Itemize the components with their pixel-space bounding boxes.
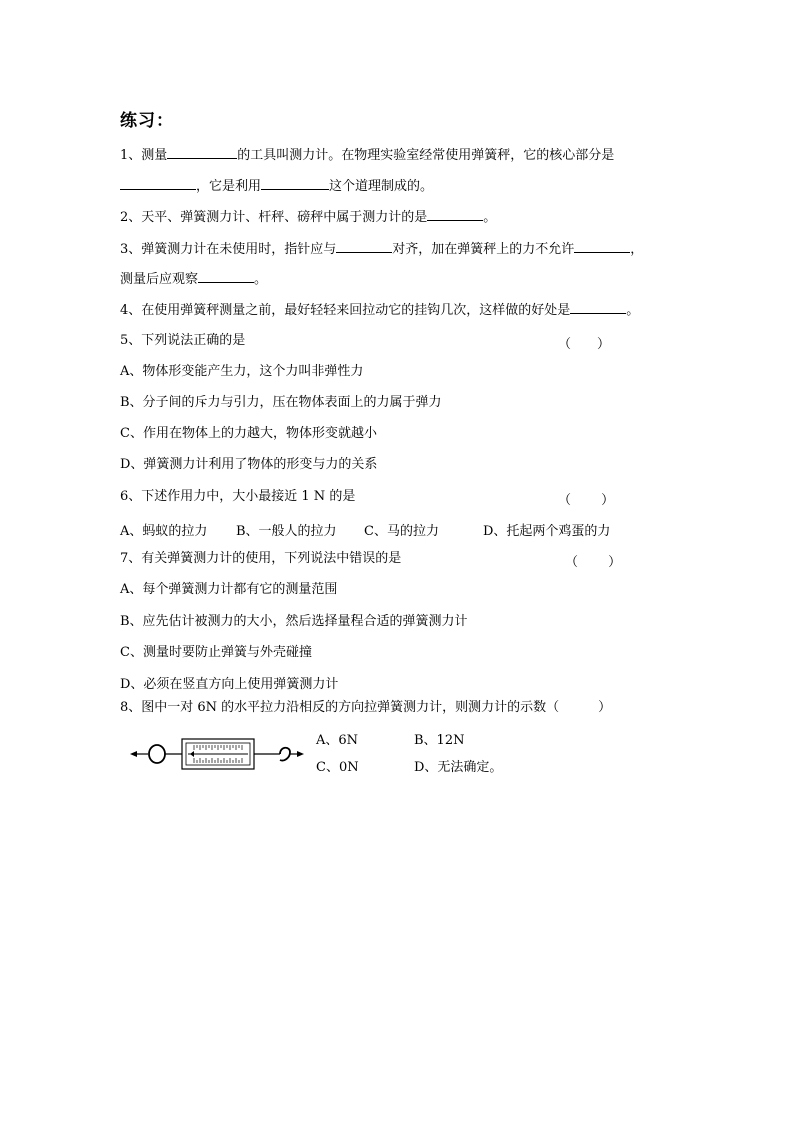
question-7-option-c: C、测量时要防止弹簧与外壳碰撞	[120, 645, 312, 660]
question-5-stem: 5、下列说法正确的是	[120, 333, 246, 348]
question-8-option-c: C、0N	[316, 760, 359, 775]
question-5-option-a: A、物体形变能产生力，这个力叫非弹性力	[120, 364, 364, 379]
question-3-line-2: 测量后应观察 。	[120, 272, 268, 287]
question-2: 2、天平、弹簧测力计、杆秤、磅秤中属于测力计的是 。	[120, 210, 497, 225]
question-5-option-c: C、作用在物体上的力越大，物体形变就越小	[120, 426, 377, 441]
question-1-line-1: 1、测量 的工具叫测力计。在物理实验室经常使用弹簧秤，它的核心部分是	[120, 148, 615, 163]
question-6-stem: 6、下述作用力中，大小最接近 1 N 的是	[120, 489, 356, 504]
answer-parenthesis[interactable]: （ ）	[558, 337, 611, 352]
question-7-option-a: A、每个弹簧测力计都有它的测量范围	[120, 582, 338, 597]
question-5-option-d: D、弹簧测力计利用了物体的形变与力的关系	[120, 457, 378, 472]
question-8-stem: 8、图中一对 6N 的水平拉力沿相反的方向拉弹簧测力计，则测力计的示数（ ）	[120, 700, 612, 715]
answer-blank[interactable]	[336, 240, 392, 253]
question-8-option-b: B、12N	[414, 733, 465, 748]
answer-blank[interactable]	[427, 208, 483, 221]
question-1-line-2: ，它是利用 这个道理制成的。	[120, 177, 433, 195]
answer-blank[interactable]	[167, 146, 237, 159]
question-4: 4、在使用弹簧秤测量之前，最好轻轻来回拉动它的挂钩几次，这样做的好处是 。	[120, 303, 640, 318]
question-7-option-b: B、应先估计被测力的大小，然后选择量程合适的弹簧测力计	[120, 614, 468, 629]
question-6-option-b: B、一般人的拉力	[236, 524, 337, 539]
answer-parenthesis[interactable]: （ ）	[558, 493, 615, 508]
question-6-option-a: A、蚂蚁的拉力	[120, 524, 208, 539]
question-6-option-c: C、马的拉力	[364, 524, 439, 539]
answer-parenthesis[interactable]: （ ）	[565, 555, 622, 570]
question-7-stem: 7、有关弹簧测力计的使用，下列说法中错误的是	[120, 551, 402, 566]
question-8-option-d: D、无法确定。	[414, 760, 503, 775]
answer-blank[interactable]	[574, 240, 630, 253]
spring-scale-diagram	[130, 735, 305, 775]
question-6-option-d: D、托起两个鸡蛋的力	[483, 524, 611, 539]
answer-blank[interactable]	[261, 177, 329, 190]
question-5-option-b: B、分子间的斥力与引力，压在物体表面上的力属于弹力	[120, 395, 442, 410]
question-3-line-1: 3、弹簧测力计在未使用时，指针应与 对齐，加在弹簧秤上的力不允许 ，	[120, 242, 644, 257]
question-7-option-d: D、必须在竖直方向上使用弹簧测力计	[120, 677, 339, 692]
answer-blank[interactable]	[570, 301, 626, 314]
answer-blank[interactable]	[198, 270, 254, 283]
answer-blank[interactable]	[120, 177, 196, 190]
question-8-option-a: A、6N	[316, 733, 359, 748]
exercise-title: 练习：	[120, 111, 174, 131]
